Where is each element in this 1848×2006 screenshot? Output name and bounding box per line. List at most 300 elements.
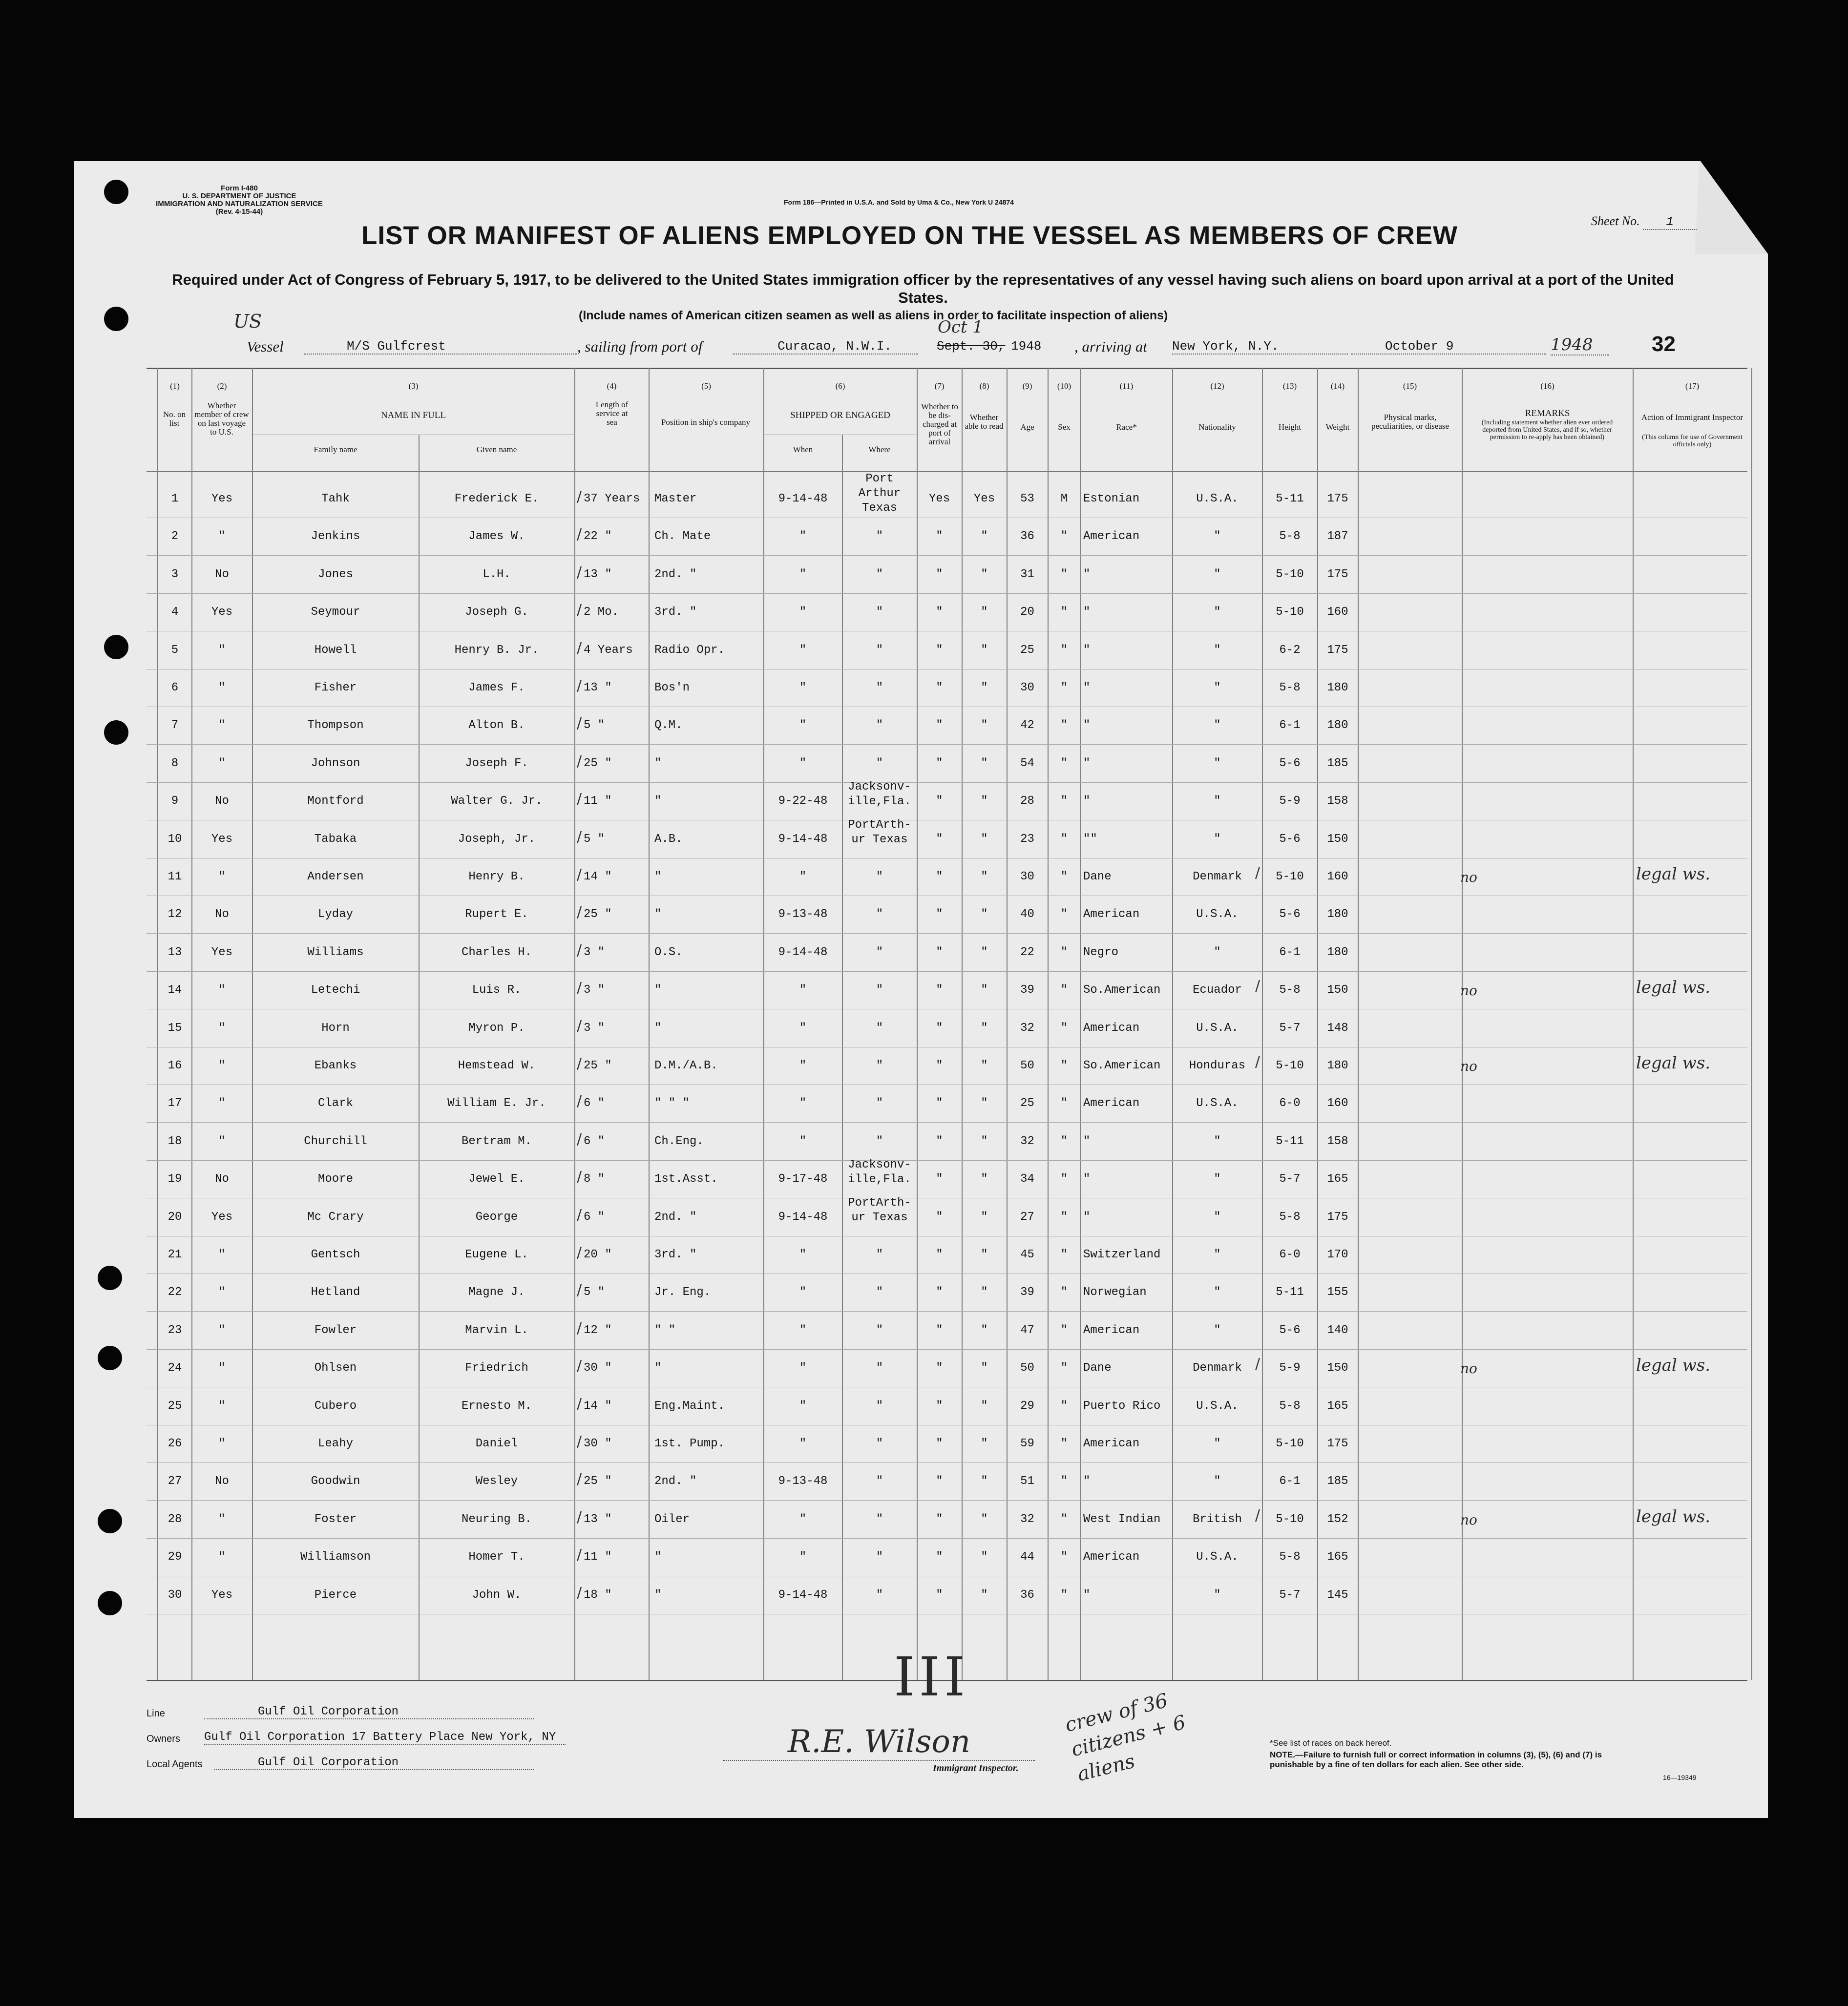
service-check-mark: / xyxy=(577,941,582,959)
col-num: (13) xyxy=(1282,381,1297,391)
col-header-when: When xyxy=(793,445,813,454)
col-header-remarks-note: (Including statement whether alien ever ordered deported from United States, and if so, whether permission to re-apply has been obtained) xyxy=(1481,419,1613,441)
cell-service: 5 " xyxy=(584,1286,605,1299)
cell-position: " xyxy=(654,1550,662,1564)
cell-height: 5-8 xyxy=(1279,1210,1301,1224)
cell-nat: Denmark xyxy=(1193,1361,1242,1375)
col-header-family: Family name xyxy=(314,445,357,454)
cell-nat: U.S.A. xyxy=(1196,492,1239,505)
cell-age: 23 xyxy=(1020,832,1034,846)
cell-no: 19 xyxy=(168,1172,182,1186)
cell-family: Leahy xyxy=(317,1437,353,1450)
cell-prev: No xyxy=(215,908,229,921)
col-header-weight: Weight xyxy=(1325,422,1350,432)
col-num: (11) xyxy=(1119,381,1134,391)
cell-where: " xyxy=(876,983,883,997)
cell-when: 9-14-48 xyxy=(778,945,828,959)
cell-given: Luis R. xyxy=(472,983,522,997)
cell-where: " xyxy=(876,1588,883,1602)
hand-prefix: US xyxy=(233,311,262,332)
cell-disch: " xyxy=(936,567,943,581)
cell-service: 13 " xyxy=(584,1512,612,1526)
service-check-mark: / xyxy=(577,488,582,505)
row-rule xyxy=(147,1349,1747,1350)
cell-nat: " xyxy=(1214,756,1221,770)
cell-weight: 187 xyxy=(1327,530,1348,543)
service-check-mark: / xyxy=(577,564,582,581)
cell-nat: " xyxy=(1214,530,1221,543)
cell-prev: " xyxy=(218,1437,226,1450)
cell-when: " xyxy=(799,1399,807,1413)
cell-height: 6-0 xyxy=(1279,1097,1301,1110)
revision: (Rev. 4-15-44) xyxy=(215,208,263,216)
cell-prev: No xyxy=(215,1475,229,1488)
cell-family: Hetland xyxy=(311,1286,360,1299)
tally-mark: III xyxy=(894,1646,969,1708)
cell-age: 34 xyxy=(1020,1172,1034,1186)
cell-where: " xyxy=(876,1323,883,1337)
cell-age: 40 xyxy=(1020,908,1034,921)
col-num: (3) xyxy=(408,381,419,391)
cell-disch: " xyxy=(936,1475,943,1488)
cell-family: Clark xyxy=(317,1097,353,1110)
vessel-name: M/S Gulfcrest xyxy=(304,339,577,355)
cell-when: " xyxy=(799,719,807,732)
col-header-action: Action of Immigrant Inspector xyxy=(1641,413,1743,422)
cell-age: 32 xyxy=(1020,1134,1034,1148)
cell-sex: " xyxy=(1060,719,1068,732)
cell-read: " xyxy=(981,1361,988,1375)
cell-where: " xyxy=(876,1021,883,1035)
cell-service: 5 " xyxy=(584,719,605,732)
cell-where: " xyxy=(876,1512,883,1526)
cell-where: " xyxy=(876,719,883,732)
cell-when: 9-13-48 xyxy=(778,1475,828,1488)
page-title: LIST OR MANIFEST OF ALIENS EMPLOYED ON THE VESSEL AS MEMBERS OF CREW xyxy=(361,221,1458,250)
cell-sex: " xyxy=(1060,908,1068,921)
cell-where: " xyxy=(876,870,883,883)
folded-corner xyxy=(1695,161,1768,254)
cell-given: Frederick E. xyxy=(454,492,539,505)
service-check-mark: / xyxy=(577,1319,582,1337)
col-header-position: Position in ship's company xyxy=(661,418,751,427)
cell-no: 5 xyxy=(171,643,179,657)
cell-sex: " xyxy=(1060,1512,1068,1526)
cell-height: 5-7 xyxy=(1279,1588,1301,1602)
service: IMMIGRATION AND NATURALIZATION SERVICE xyxy=(156,200,323,208)
inspector-action-handwritten: legal ws. xyxy=(1636,1053,1711,1073)
binder-hole xyxy=(104,635,128,659)
cell-race: Estonian xyxy=(1083,492,1140,505)
cell-height: 5-10 xyxy=(1276,1437,1304,1450)
service-check-mark: / xyxy=(577,639,582,657)
cell-no: 4 xyxy=(171,606,179,619)
cell-age: 31 xyxy=(1020,567,1034,581)
binder-hole xyxy=(104,307,128,331)
cell-family: Jones xyxy=(317,567,353,581)
cell-nat: " xyxy=(1214,643,1221,657)
cell-service: 6 " xyxy=(584,1097,605,1110)
cell-prev: " xyxy=(218,1059,226,1072)
cell-race: American xyxy=(1083,1021,1140,1035)
cell-race: " xyxy=(1083,606,1091,619)
col-header-nationality: Nationality xyxy=(1198,422,1236,432)
col-num: (12) xyxy=(1210,381,1224,391)
cell-given: Walter G. Jr. xyxy=(451,794,543,808)
cell-age: 54 xyxy=(1020,756,1034,770)
service-check-mark: / xyxy=(577,1508,582,1526)
cell-sex: " xyxy=(1060,1437,1068,1450)
cell-where: " xyxy=(876,1399,883,1413)
cell-weight: 148 xyxy=(1327,1021,1348,1035)
cell-disch: " xyxy=(936,945,943,959)
col-header-service: Length of service at sea xyxy=(595,400,629,427)
service-check-mark: / xyxy=(577,1169,582,1186)
cell-race: Puerto Rico xyxy=(1083,1399,1161,1413)
printer-line: Form 186—Printed in U.S.A. and Sold by Uma & Co., New York U 24874 xyxy=(784,198,1014,206)
sheet-label: Sheet No. xyxy=(1591,214,1640,228)
cell-prev: " xyxy=(218,1399,226,1413)
cell-read: " xyxy=(981,1550,988,1564)
cell-no: 26 xyxy=(168,1437,182,1450)
owners-label: Owners xyxy=(147,1734,180,1744)
remark-handwritten: no xyxy=(1460,869,1477,885)
cell-race: " xyxy=(1083,1588,1091,1602)
cell-no: 23 xyxy=(168,1323,182,1337)
service-check-mark: / xyxy=(577,602,582,619)
races-note: *See list of races on back hereof. xyxy=(1270,1738,1392,1748)
cell-height: 5-6 xyxy=(1279,832,1301,846)
cell-race: American xyxy=(1083,908,1140,921)
cell-sex: " xyxy=(1060,1134,1068,1148)
cell-nat: U.S.A. xyxy=(1196,908,1239,921)
cell-race: " xyxy=(1083,1172,1091,1186)
cell-family: Seymour xyxy=(311,606,360,619)
cell-read: " xyxy=(981,1512,988,1526)
col-header-action-note: (This column for use of Government officials only) xyxy=(1642,434,1743,448)
cell-race: Dane xyxy=(1083,870,1112,883)
cell-prev: " xyxy=(218,1323,226,1337)
cell-disch: " xyxy=(936,1134,943,1148)
cell-disch: " xyxy=(936,1021,943,1035)
sailing-port: Curacao, N.W.I. xyxy=(733,339,918,355)
col-num: (4) xyxy=(607,381,617,391)
cell-nat: " xyxy=(1214,1134,1221,1148)
cell-where: " xyxy=(876,681,883,694)
cell-sex: " xyxy=(1060,530,1068,543)
cell-where: PortArth- ur Texas xyxy=(848,818,911,846)
cell-given: Joseph F. xyxy=(465,756,528,770)
cell-family: Foster xyxy=(314,1512,357,1526)
cell-age: 28 xyxy=(1020,794,1034,808)
cell-given: Wesley xyxy=(475,1475,518,1488)
col-num: (5) xyxy=(701,381,711,391)
cell-given: Homer T. xyxy=(468,1550,525,1564)
cell-disch: " xyxy=(936,1550,943,1564)
header-bottom-rule xyxy=(147,471,1747,472)
line-label: Line xyxy=(147,1708,165,1719)
cell-race: " xyxy=(1083,567,1091,581)
cell-when: " xyxy=(799,1512,807,1526)
cell-height: 5-10 xyxy=(1276,606,1304,619)
cell-read: " xyxy=(981,794,988,808)
cell-height: 5-10 xyxy=(1276,1059,1304,1072)
cell-disch: " xyxy=(936,832,943,846)
cell-service: 25 " xyxy=(584,908,612,921)
service-check-mark: / xyxy=(577,980,582,997)
cell-when: " xyxy=(799,1059,807,1072)
cell-where: " xyxy=(876,1550,883,1564)
cell-race: Negro xyxy=(1083,945,1119,959)
cell-disch: " xyxy=(936,1361,943,1375)
col-num: (6) xyxy=(835,381,845,391)
cell-given: George xyxy=(475,1210,518,1224)
col-num: (8) xyxy=(979,381,989,391)
cell-weight: 145 xyxy=(1327,1588,1348,1602)
col-header-physical: Physical marks, peculiarities, or disease xyxy=(1371,413,1449,431)
cell-no: 17 xyxy=(168,1097,182,1110)
cell-sex: " xyxy=(1060,1361,1068,1375)
cell-age: 36 xyxy=(1020,1588,1034,1602)
cell-weight: 160 xyxy=(1327,1097,1348,1110)
cell-weight: 185 xyxy=(1327,1475,1348,1488)
cell-service: 13 " xyxy=(584,567,612,581)
cell-nat: Ecuador xyxy=(1193,983,1242,997)
cell-given: Eugene L. xyxy=(465,1248,528,1261)
cell-height: 5-9 xyxy=(1279,794,1301,808)
cell-prev: " xyxy=(218,1097,226,1110)
cell-age: 32 xyxy=(1020,1512,1034,1526)
cell-where: Jacksonv- ille,Fla. xyxy=(848,780,911,809)
nationality-check-mark: / xyxy=(1255,1356,1260,1373)
cell-given: Rupert E. xyxy=(465,908,528,921)
inspector-action-handwritten: legal ws. xyxy=(1636,1506,1711,1526)
cell-given: John W. xyxy=(472,1588,522,1602)
remark-handwritten: no xyxy=(1460,1360,1477,1377)
cell-prev: Yes xyxy=(211,832,233,846)
cell-sex: " xyxy=(1060,1021,1068,1035)
cell-family: Ebanks xyxy=(314,1059,357,1072)
cell-position: 2nd. " xyxy=(654,1210,697,1224)
cell-no: 8 xyxy=(171,756,179,770)
cell-weight: 175 xyxy=(1327,1437,1348,1450)
cell-family: Howell xyxy=(314,643,357,657)
binder-hole xyxy=(98,1509,122,1533)
cell-position: Ch.Eng. xyxy=(654,1134,704,1148)
cell-family: Goodwin xyxy=(311,1475,360,1488)
page-subtitle: Required under Act of Congress of February 5, 1917, to be delivered to the United States immigration officer by the representatives of any vessel having such aliens on board upon arrival at a port of the United States. xyxy=(172,271,1674,306)
cell-disch: " xyxy=(936,643,943,657)
cell-where: " xyxy=(876,908,883,921)
cell-height: 5-6 xyxy=(1279,1323,1301,1337)
cell-where: " xyxy=(876,1134,883,1148)
cell-height: 5-10 xyxy=(1276,567,1304,581)
cell-prev: " xyxy=(218,870,226,883)
binder-hole xyxy=(98,1266,122,1290)
cell-position: " xyxy=(654,1588,662,1602)
col-header-race: Race* xyxy=(1116,422,1137,432)
cell-read: " xyxy=(981,643,988,657)
service-check-mark: / xyxy=(577,526,582,543)
remark-handwritten: no xyxy=(1460,1058,1477,1074)
row-rule xyxy=(147,782,1747,783)
cell-disch: " xyxy=(936,756,943,770)
cell-prev: Yes xyxy=(211,606,233,619)
service-check-mark: / xyxy=(577,1584,582,1602)
cell-given: Bertram M. xyxy=(461,1134,532,1148)
cell-nat: U.S.A. xyxy=(1196,1399,1239,1413)
cell-family: Cubero xyxy=(314,1399,357,1413)
cell-disch: " xyxy=(936,1588,943,1602)
cell-age: 51 xyxy=(1020,1475,1034,1488)
cell-given: L.H. xyxy=(483,567,511,581)
cell-when: " xyxy=(799,1248,807,1261)
crew-note: crew of 36 citizens + 6 aliens xyxy=(1063,1689,1188,1786)
cell-no: 21 xyxy=(168,1248,182,1261)
cell-prev: No xyxy=(215,567,229,581)
cell-nat: " xyxy=(1214,719,1221,732)
cell-height: 5-8 xyxy=(1279,1399,1301,1413)
cell-when: " xyxy=(799,1361,807,1375)
cell-family: Lyday xyxy=(317,908,353,921)
cell-weight: 140 xyxy=(1327,1323,1348,1337)
page-stamp: 32 xyxy=(1652,332,1676,356)
cell-read: " xyxy=(981,681,988,694)
cell-family: Fowler xyxy=(314,1323,357,1337)
row-rule xyxy=(147,971,1747,972)
cell-given: Hemstead W. xyxy=(458,1059,536,1072)
inspector-action-handwritten: legal ws. xyxy=(1636,978,1711,998)
service-check-mark: / xyxy=(577,1433,582,1450)
cell-service: 25 " xyxy=(584,1475,612,1488)
cell-weight: 150 xyxy=(1327,1361,1348,1375)
cell-disch: " xyxy=(936,1248,943,1261)
col-header-discharged: Whether to be dis-charged at port of arrival xyxy=(921,402,958,446)
cell-race: Norwegian xyxy=(1083,1286,1147,1299)
sheet-number-label xyxy=(1591,214,1697,230)
cell-height: 5-8 xyxy=(1279,983,1301,997)
cell-disch: " xyxy=(936,1097,943,1110)
cell-position: Ch. Mate xyxy=(654,530,711,543)
sailing-year: 1948 xyxy=(1011,339,1042,354)
cell-service: 11 " xyxy=(584,1550,612,1564)
cell-position: " xyxy=(654,870,662,883)
cell-position: " xyxy=(654,983,662,997)
row-rule xyxy=(147,1160,1747,1161)
cell-age: 47 xyxy=(1020,1323,1034,1337)
cell-family: Andersen xyxy=(307,870,364,883)
cell-service: 25 " xyxy=(584,1059,612,1072)
cell-no: 13 xyxy=(168,945,182,959)
cell-weight: 185 xyxy=(1327,756,1348,770)
cell-sex: " xyxy=(1060,1248,1068,1261)
cell-height: 5-7 xyxy=(1279,1021,1301,1035)
col-header-height: Height xyxy=(1278,422,1302,432)
cell-race: American xyxy=(1083,1097,1140,1110)
col-header-sex: Sex xyxy=(1058,422,1071,432)
cell-race: " xyxy=(1083,1475,1091,1488)
service-check-mark: / xyxy=(577,752,582,770)
cell-read: Yes xyxy=(973,492,995,505)
cell-age: 45 xyxy=(1020,1248,1034,1261)
col-header-shipped: SHIPPED OR ENGAGED xyxy=(790,410,890,420)
service-check-mark: / xyxy=(577,1471,582,1488)
cell-height: 6-1 xyxy=(1279,1475,1301,1488)
row-rule xyxy=(147,1311,1747,1312)
agents-value: Gulf Oil Corporation xyxy=(214,1756,534,1770)
cell-family: Ohlsen xyxy=(314,1361,357,1375)
cell-race: West Indian xyxy=(1083,1512,1161,1526)
cell-prev: Yes xyxy=(211,492,233,505)
cell-nat: Honduras xyxy=(1189,1059,1246,1072)
cell-height: 6-1 xyxy=(1279,945,1301,959)
cell-sex: " xyxy=(1060,1323,1068,1337)
col-header-where: Where xyxy=(868,445,891,454)
cell-race: " xyxy=(1083,1134,1091,1148)
cell-height: 5-8 xyxy=(1279,681,1301,694)
cell-when: 9-14-48 xyxy=(778,492,828,505)
cell-nat: " xyxy=(1214,1248,1221,1261)
cell-disch: Yes xyxy=(928,492,950,505)
cell-given: Daniel xyxy=(475,1437,518,1450)
cell-when: " xyxy=(799,530,807,543)
cell-no: 9 xyxy=(171,794,179,808)
cell-weight: 158 xyxy=(1327,1134,1348,1148)
cell-disch: " xyxy=(936,1210,943,1224)
cell-service: 13 " xyxy=(584,681,612,694)
cell-nat: " xyxy=(1214,832,1221,846)
cell-position: A.B. xyxy=(654,832,683,846)
cell-sex: " xyxy=(1060,1210,1068,1224)
cell-no: 1 xyxy=(171,492,179,505)
cell-nat: " xyxy=(1214,681,1221,694)
cell-age: 39 xyxy=(1020,1286,1034,1299)
cell-position: 2nd. " xyxy=(654,567,697,581)
cell-prev: No xyxy=(215,794,229,808)
sheet-number: 1 xyxy=(1643,214,1697,230)
cell-position: 3rd. " xyxy=(654,1248,697,1261)
remark-handwritten: no xyxy=(1460,1511,1477,1528)
cell-race: Switzerland xyxy=(1083,1248,1161,1261)
cell-sex: " xyxy=(1060,870,1068,883)
cell-weight: 165 xyxy=(1327,1550,1348,1564)
cell-where: " xyxy=(876,1286,883,1299)
cell-service: 14 " xyxy=(584,1399,612,1413)
nationality-check-mark: / xyxy=(1255,1053,1260,1070)
sailing-label: , sailing from port of xyxy=(577,338,703,355)
cell-disch: " xyxy=(936,1286,943,1299)
fine-note: NOTE.—Failure to furnish full or correct information in columns (3), (5), (6) and (7) is punishable by a fine of ten dollars for each alien. See other side. xyxy=(1270,1750,1602,1769)
cell-read: " xyxy=(981,1210,988,1224)
cell-service: 4 Years xyxy=(584,643,633,657)
service-check-mark: / xyxy=(577,828,582,846)
binder-hole xyxy=(104,720,128,745)
col-num: (2) xyxy=(217,381,227,391)
cell-height: 6-2 xyxy=(1279,643,1301,657)
service-check-mark: / xyxy=(577,1358,582,1375)
col-header-read: Whether able to read xyxy=(965,413,1004,431)
cell-position: " " " xyxy=(654,1097,690,1110)
cell-no: 24 xyxy=(168,1361,182,1375)
cell-age: 50 xyxy=(1020,1361,1034,1375)
cell-sex: " xyxy=(1060,606,1068,619)
cell-given: Neuring B. xyxy=(461,1512,532,1526)
cell-read: " xyxy=(981,1475,988,1488)
cell-sex: " xyxy=(1060,1475,1068,1488)
nationality-check-mark: / xyxy=(1255,1506,1260,1524)
cell-no: 7 xyxy=(171,719,179,732)
department: U. S. DEPARTMENT OF JUSTICE xyxy=(182,192,296,200)
